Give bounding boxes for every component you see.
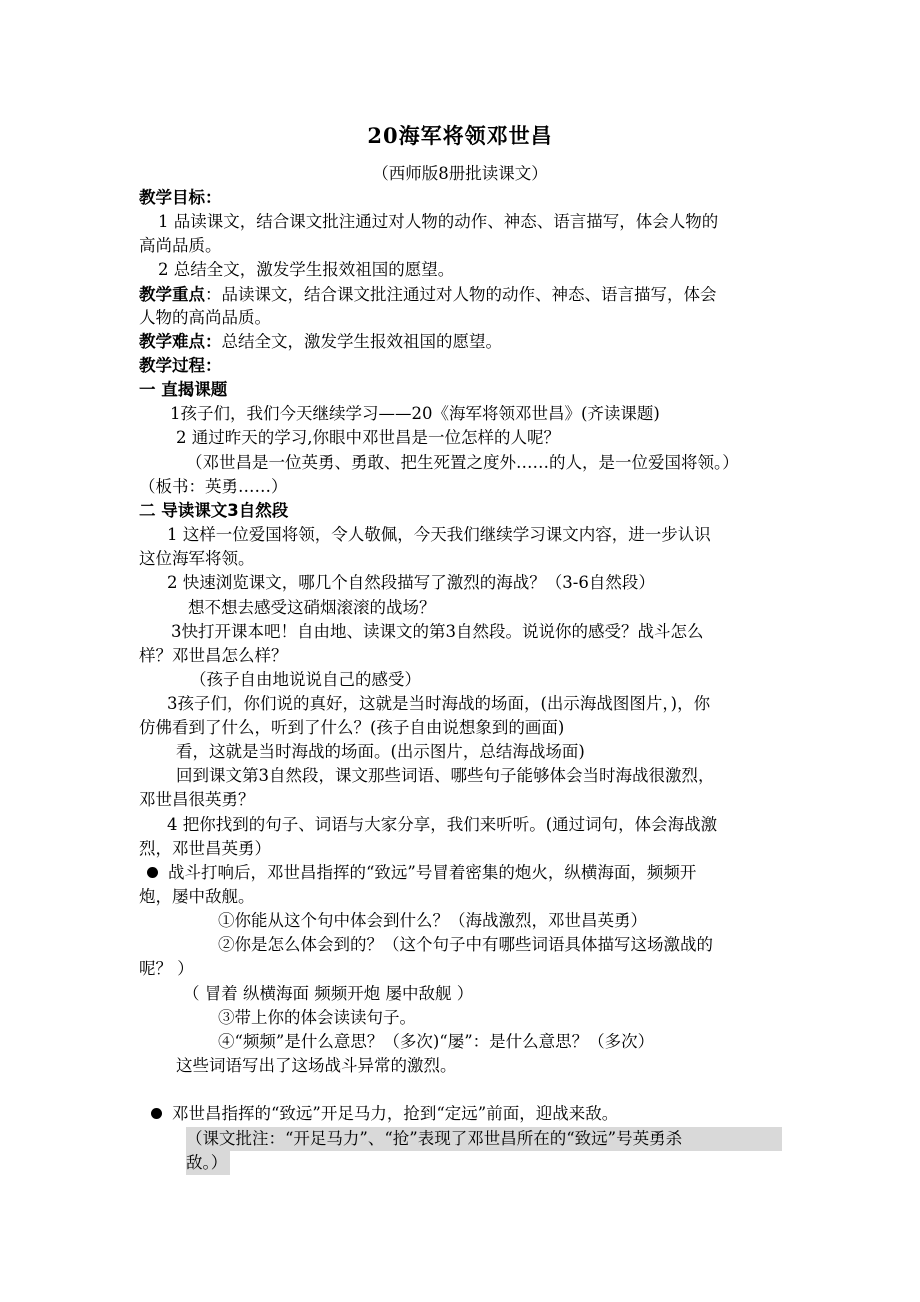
- key-words: （ 冒着 纵横海面 频频开炮 屡中敌舰 ）: [183, 984, 474, 1003]
- key-point-text-cont: 人物的高尚品质。: [139, 308, 271, 327]
- bullet-icon: [147, 867, 158, 878]
- section2-line-10: 看，这就是当时海战的场面。(出示图片，总结海战场面): [176, 742, 585, 761]
- section2-line-12: 邓世昌很英勇？: [139, 790, 255, 809]
- section2-line-4: 想不想去感受这硝烟滚滚的战场？: [188, 598, 436, 617]
- question-2: ②你是怎么体会到的？（这个句子中有哪些词语具体描写这场激战的: [218, 935, 713, 954]
- section2-line-3: 2 快速浏览课文，哪几个自然段描写了激烈的海战？（3-6自然段）: [167, 573, 655, 592]
- bullet-icon: [151, 1108, 162, 1119]
- section1-line-1: 1孩子们，我们今天继续学习——20《海军将领邓世昌》(齐读课题): [170, 404, 660, 423]
- goal-item-1-cont: 高尚品质。: [139, 236, 222, 255]
- process-heading: 教学过程：: [139, 356, 222, 375]
- summary-line: 这些词语写出了这场战斗异常的激烈。: [176, 1056, 457, 1075]
- difficulty-label: 教学难点：: [139, 332, 222, 351]
- section2-line-8: 3孩子们，你们说的真好，这就是当时海战的场面，(出示海战图图片，)，你: [167, 694, 711, 713]
- difficulty-text: 总结全文，激发学生报效祖国的愿望。: [221, 332, 502, 351]
- section2-line-2: 这位海军将领。: [139, 549, 255, 568]
- section2-line-11: 回到课文第3自然段，课文那些词语、哪些句子能够体会当时海战很激烈，: [176, 766, 715, 785]
- section2-line-1: 1 这样一位爱国将领，令人敬佩，今天我们继续学习课文内容，进一步认识: [167, 525, 711, 544]
- question-1: ①你能从这个句中体会到什么？（海战激烈，邓世昌英勇）: [218, 911, 647, 930]
- bullet-paragraph-2: [151, 1102, 618, 1126]
- annotation-line-1: （课文批注：“开足马力”、“抢”表现了邓世昌所在的“致远”号英勇杀: [186, 1129, 683, 1148]
- bullet-1-text-cont: 炮，屡中敌舰。: [139, 887, 255, 906]
- question-2-cont: 呢？ ）: [139, 959, 194, 978]
- difficulty-paragraph: [139, 330, 502, 354]
- page-subtitle: （西师版8册批读课文）: [372, 164, 548, 183]
- bullet-2-text: 邓世昌指挥的“致远”开足马力，抢到“定远”前面，迎战来敌。: [172, 1104, 619, 1123]
- key-point-text: ：品读课文，结合课文批注通过对人物的动作、神态、语言描写，体会: [205, 285, 717, 304]
- section2-heading: 二 导读课文3自然段: [139, 501, 289, 520]
- goal-item-1: 1 品读课文，结合课文批注通过对人物的动作、神态、语言描写，体会人物的: [158, 212, 719, 231]
- section2-line-14: 烈，邓世昌英勇）: [139, 839, 271, 858]
- section1-line-3: （邓世昌是一位英勇、勇敢、把生死置之度外……的人，是一位爱国将领。）: [186, 453, 739, 472]
- question-3: ③带上你的体会读读句子。: [218, 1008, 416, 1027]
- section1-line-4: （板书：英勇……）: [139, 477, 288, 496]
- section2-line-9: 仿佛看到了什么，听到了什么？(孩子自由说想象到的画面): [139, 718, 565, 737]
- key-point-paragraph: [139, 283, 717, 307]
- page-title: 20海军将领邓世昌: [367, 123, 553, 148]
- section2-line-5: 3快打开课本吧！自由地、读课文的第3自然段。说说你的感受？战斗怎么: [171, 622, 704, 641]
- bullet-paragraph-1: [147, 861, 696, 885]
- section2-line-13: 4 把你找到的句子、词语与大家分享，我们来听听。(通过词句，体会海战激: [167, 815, 718, 834]
- bullet-1-text: 战斗打响后，邓世昌指挥的“致远”号冒着密集的炮火，纵横海面，频频开: [168, 863, 697, 882]
- question-4: ④“频频”是什么意思？（多次)“屡”：是什么意思？（多次）: [218, 1032, 655, 1051]
- section1-heading: 一 直揭课题: [139, 380, 228, 399]
- section2-line-6: 样？邓世昌怎么样？: [139, 646, 288, 665]
- annotation-line-2: 敌。）: [186, 1153, 228, 1172]
- goal-item-2: 2 总结全文，激发学生报效祖国的愿望。: [158, 260, 455, 279]
- section1-line-2: 2 通过昨天的学习,你眼中邓世昌是一位怎样的人呢？: [176, 428, 560, 447]
- key-point-label: 教学重点: [139, 285, 205, 304]
- goals-heading: 教学目标：: [139, 188, 222, 207]
- section2-line-7: （孩子自由地说说自己的感受）: [190, 670, 421, 689]
